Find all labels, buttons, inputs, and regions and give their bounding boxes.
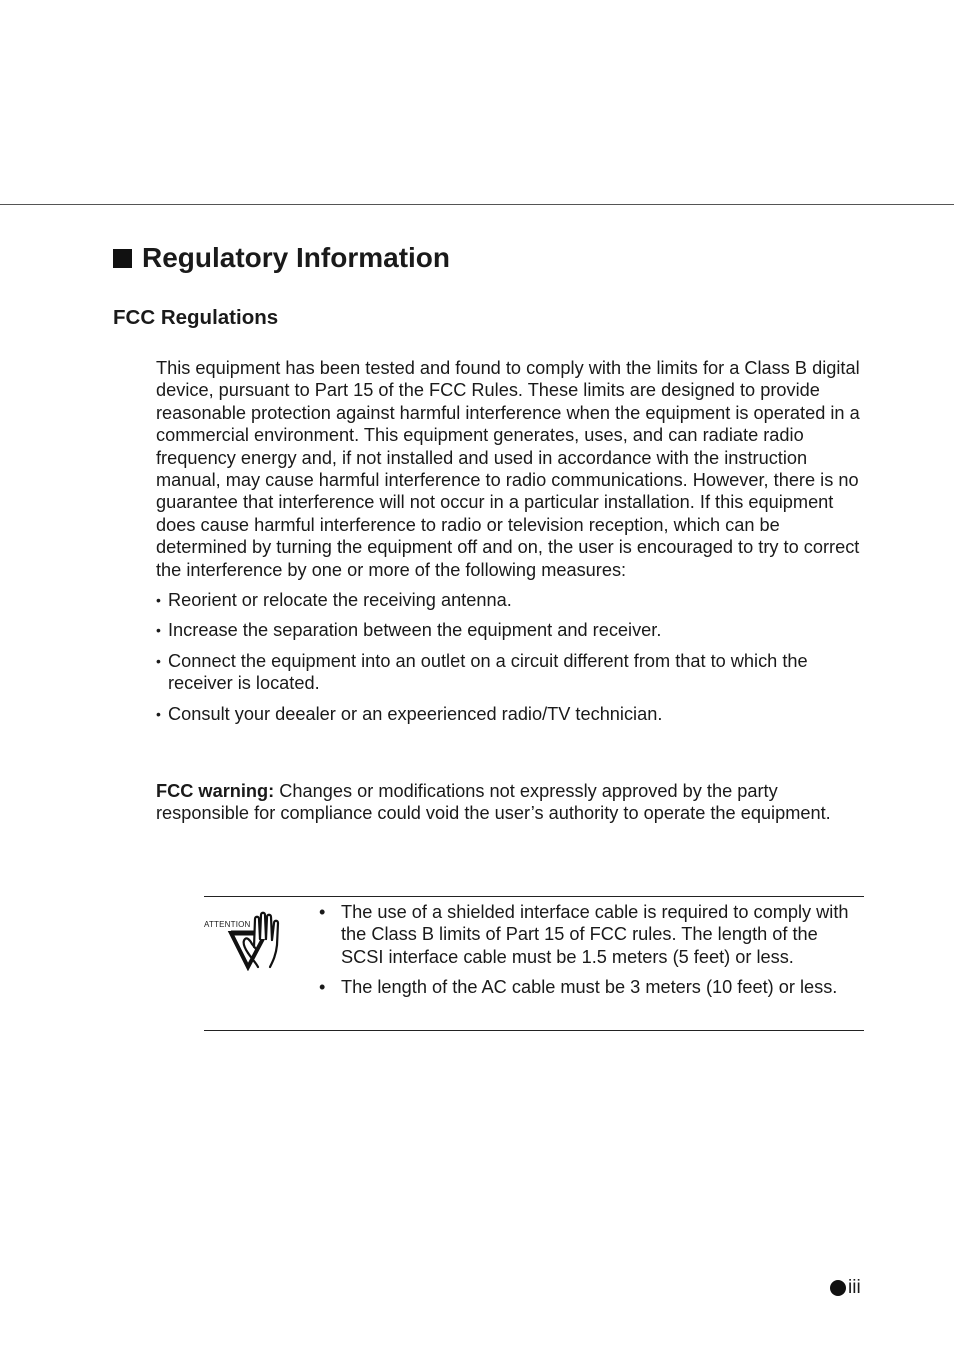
list-item: • The use of a shielded interface cable is required to comply with the Class B limits of Part 15 of FCC rules. The length of the SCSI interface cable must be 1.5 meters (5 feet) or less. — [319, 902, 849, 967]
list-item: • Increase the separation between the equipment and receiver. — [156, 620, 662, 641]
page-number — [830, 1277, 861, 1299]
page-number-text: iii — [848, 1277, 861, 1298]
warning-label: FCC warning: — [156, 781, 275, 801]
attention-label: ATTENTION — [204, 920, 251, 929]
list-item: • Reorient or relocate the receiving antenna. — [156, 590, 512, 611]
bullet-icon: • — [319, 977, 326, 998]
bullet-icon: • — [156, 705, 161, 722]
fcc-warning — [156, 780, 856, 825]
warning-text: Changes or modifications not expressly approved by the party responsible for compliance could void the user’s authority to operate the equipment. — [156, 781, 831, 824]
circle-bullet-icon — [830, 1280, 846, 1296]
bullet-icon: • — [319, 902, 326, 922]
attention-hand-icon — [204, 909, 300, 971]
fcc-body — [156, 357, 868, 733]
header-rule — [0, 204, 954, 205]
subsection-title: FCC Regulations — [113, 306, 279, 329]
square-bullet-icon — [113, 249, 132, 268]
bullet-icon: • — [156, 652, 161, 669]
section-title: Regulatory Information — [142, 242, 451, 273]
list-item: • Connect the equipment into an outlet on a circuit different from that to which the receiver is located. — [156, 650, 808, 694]
attention-box — [204, 896, 864, 1031]
intro-paragraph: This equipment has been tested and found to comply with the limits for a Class B digital device, pursuant to Part 15 of the FCC Rules. These limits are designed to provide reasonable protection against harmful interference when the equipment is operated in a commercial environment. This equipment generates, uses, and can radiate radio frequency energy and, if not installed and used in accordance with the instruction manual, may cause harmful interference to radio communications. However, there is no guarantee that interference will not occur in a particular installation. If this equipment does cause harmful interference to radio or television reception, which can be determined by turning the equipment off and on, the user is encouraged to try to correct the interference by one or more of the following measures: — [156, 358, 860, 580]
bullet-icon: • — [156, 592, 161, 609]
attention-list — [319, 901, 859, 1007]
measures-list — [156, 589, 868, 725]
bullet-icon: • — [156, 622, 161, 639]
list-item: • The length of the AC cable must be 3 meters (10 feet) or less. — [319, 977, 838, 998]
list-item: • Consult your deealer or an expeerienced radio/TV technician. — [156, 703, 663, 724]
section-heading — [113, 240, 450, 276]
